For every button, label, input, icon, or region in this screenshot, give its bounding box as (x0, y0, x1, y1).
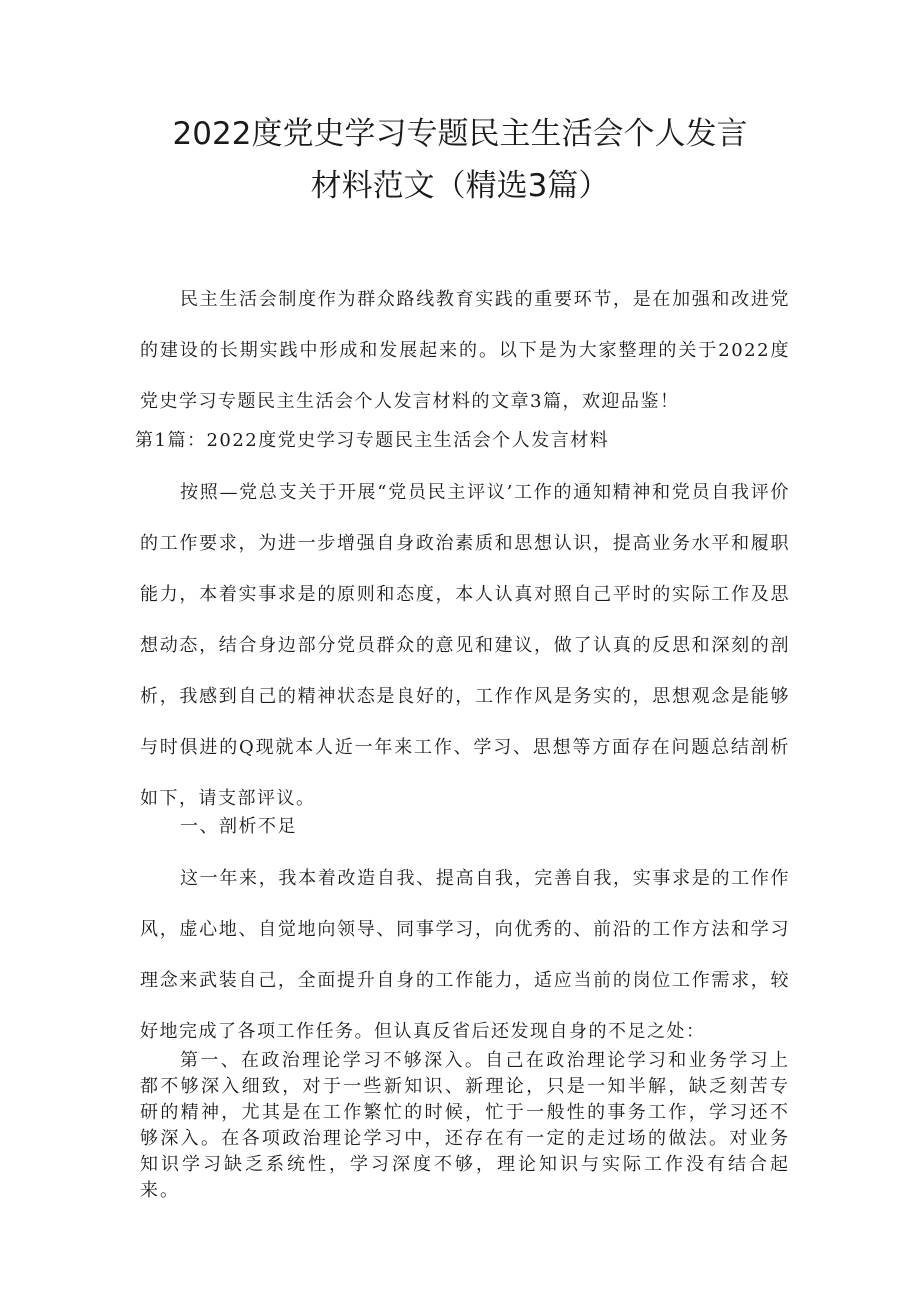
paragraph-1-block (140, 467, 790, 824)
paragraph-1: 按照—党总支关于开展“党员民主评议’工作的通知精神和党员自我评价的工作要求，为进一步增强自身政治素质和思想认识，提高业务水平和履职能力，本着实事求是的原则和态度，本人认真对照自己平时的实际工作及思想动态，结合身边部分党员群众的意见和建议，做了认真的反思和深刻的剖析，我感到自己的精神状态是良好的，工作作风是务实的，思想观念是能够与时俱进的Q现就本人近一年来工作、学习、思想等方面存在问题总结剖析如下，请支部评议。 (140, 482, 790, 809)
document-title (100, 108, 820, 212)
intro-paragraph: 民主生活会制度作为群众路线教育实践的重要环节，是在加强和改进党的建设的长期实践中形成和发展起来的。以下是为大家整理的关于2022度党史学习专题民主生活会个人发言材料的文章3篇，欢迎品鉴！ (140, 289, 790, 412)
title-line-2: 材料范文（精选3篇） (310, 168, 610, 204)
paragraph-2: 这一年来，我本着改造自我、提高自我，完善自我，实事求是的工作作风，虚心地、自觉地向领导、同事学习，向优秀的、前沿的工作方法和学习理念来武装自己，全面提升自身的工作能力，适应当前的岗位工作需求，较好地完成了各项工作任务。但认真反省后还发现自身的不足之处： (140, 868, 790, 1042)
subheading-1: 一、剖析不足 (180, 816, 297, 837)
title-line-1: 2022度党史学习专题民主生活会个人发言 (172, 116, 748, 152)
paragraph-2-block (140, 853, 790, 1057)
section-1-heading-block (135, 415, 795, 466)
section-1-heading: 第1篇：2022度党史学习专题民主生活会个人发言材料 (135, 430, 610, 451)
paragraph-3: 第一、在政治理论学习不够深入。自己在政治理论学习和业务学习上都不够深入细致，对于一些新知识、新理论，只是一知半解，缺乏刻苦专研的精神，尤其是在工作繁忙的时候，忙于一般性的事务工作，学习还不够深入。在各项政治理论学习中，还存在有一定的走过场的做法。对业务知识学习缺乏系统性，学习深度不够，理论知识与实际工作没有结合起来。 (140, 1050, 790, 1201)
intro-block (140, 274, 790, 427)
paragraph-3-block (140, 1048, 790, 1204)
subheading-1-block (140, 801, 790, 852)
